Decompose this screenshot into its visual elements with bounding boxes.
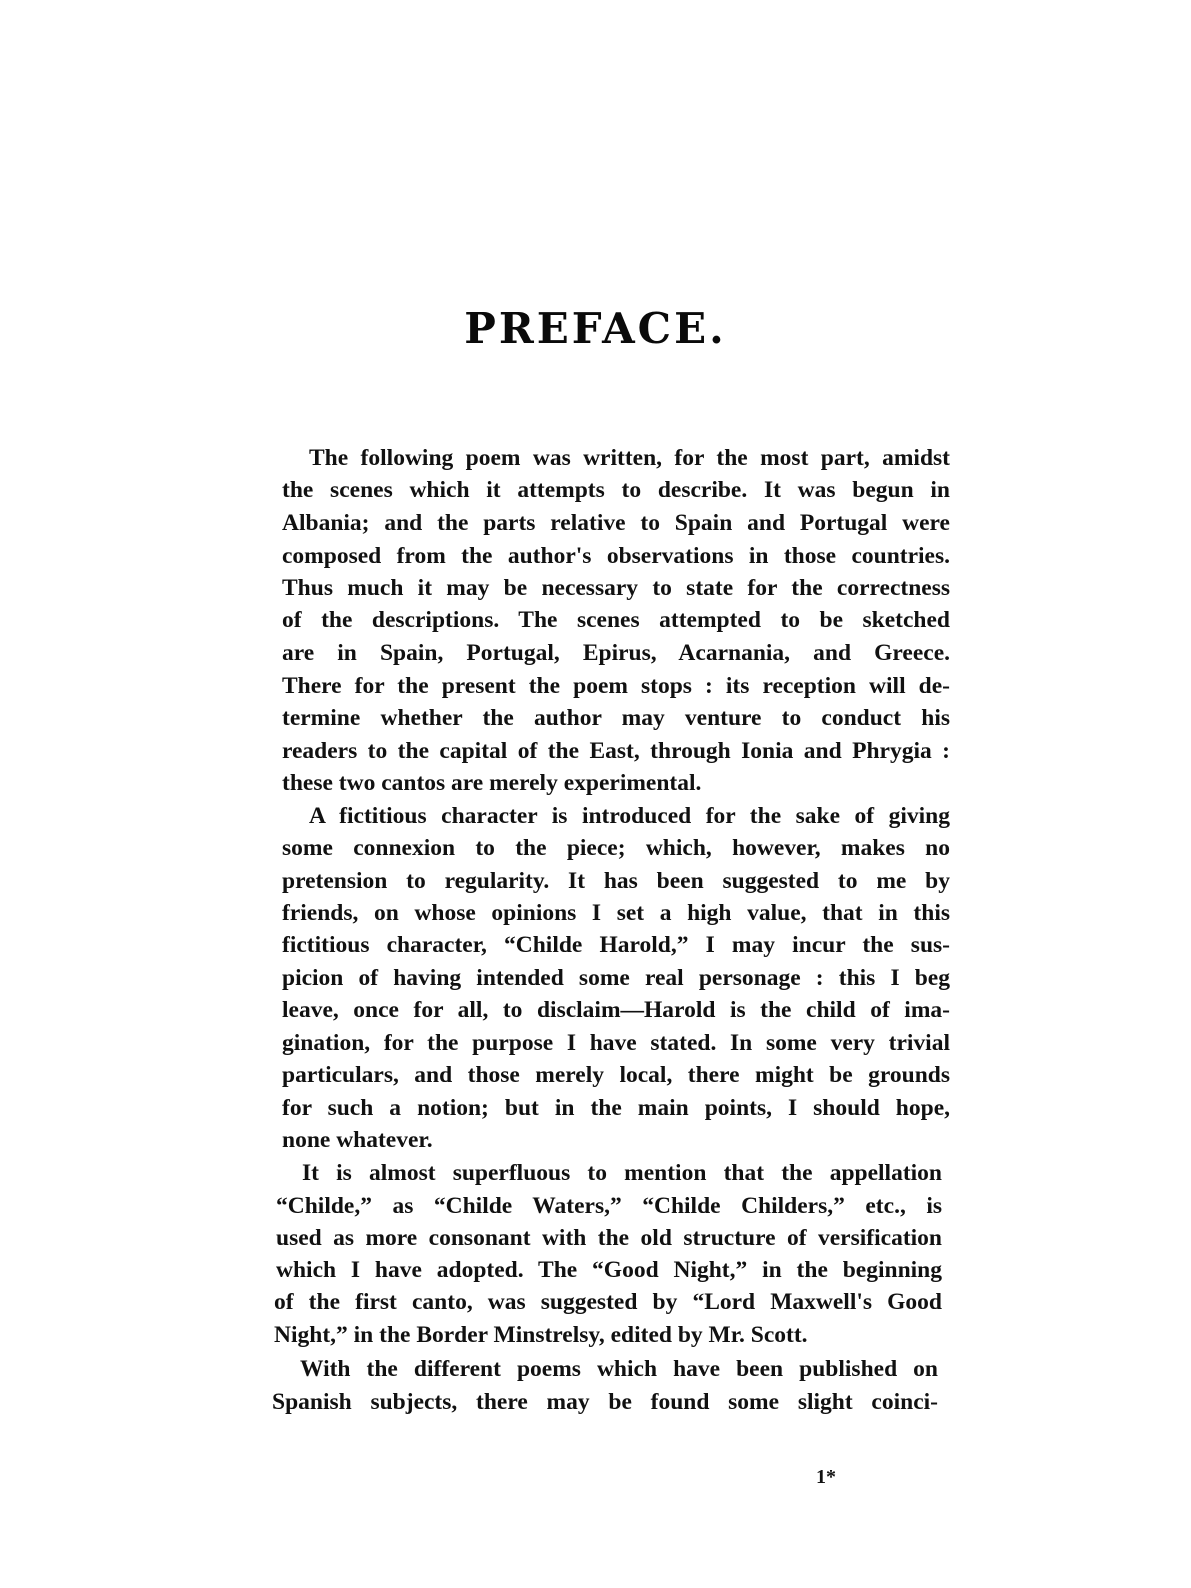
text-line: fictitious character, “Childe Harold,” I may incur the sus- xyxy=(282,932,950,958)
text-line: A fictitious character is introduced for the sake of giving xyxy=(309,803,950,829)
text-line: The following poem was written, for the most part, amidst xyxy=(309,445,950,471)
text-line: There for the present the poem stops : its reception will de- xyxy=(282,673,950,699)
text-line: of the descriptions. The scenes attempted to be sketched xyxy=(282,607,950,633)
text-line: some connexion to the piece; which, however, makes no xyxy=(282,835,950,861)
text-line: for such a notion; but in the main points, I should hope, xyxy=(282,1095,950,1121)
text-line: Thus much it may be necessary to state for the correctness xyxy=(282,575,950,601)
text-line: It is almost superfluous to mention that the appellation xyxy=(302,1160,942,1186)
text-line: Night,” in the Border Minstrelsy, edited by Mr. Scott. xyxy=(274,1322,808,1348)
text-line: Spanish subjects, there may be found some slight coinci- xyxy=(272,1389,938,1415)
text-line: gination, for the purpose I have stated. In some very trivial xyxy=(282,1030,950,1056)
text-line: composed from the author's observations in those countries. xyxy=(282,543,950,569)
text-line: particulars, and those merely local, there might be grounds xyxy=(282,1062,950,1088)
text-line: With the different poems which have been published on xyxy=(300,1356,938,1382)
text-line: which I have adopted. The “Good Night,” in the beginning xyxy=(276,1257,942,1283)
text-line: pretension to regularity. It has been suggested to me by xyxy=(282,868,950,894)
text-line: of the first canto, was suggested by “Lord Maxwell's Good xyxy=(274,1289,942,1315)
text-line: “Childe,” as “Childe Waters,” “Childe Childers,” etc., is xyxy=(276,1193,942,1219)
page-number: 1* xyxy=(816,1466,836,1488)
text-line: picion of having intended some real personage : this I beg xyxy=(282,965,950,991)
text-line: leave, once for all, to disclaim—Harold is the child of ima- xyxy=(282,997,950,1023)
text-line: these two cantos are merely experimental. xyxy=(282,770,702,796)
text-line: used as more consonant with the old structure of versification xyxy=(276,1225,942,1251)
text-line: none whatever. xyxy=(282,1127,433,1153)
text-line: friends, on whose opinions I set a high value, that in this xyxy=(282,900,950,926)
text-line: Albania; and the parts relative to Spain and Portugal were xyxy=(282,510,950,536)
text-line: termine whether the author may venture to conduct his xyxy=(282,705,950,731)
text-line: readers to the capital of the East, through Ionia and Phrygia : xyxy=(282,738,950,764)
text-line: the scenes which it attempts to describe. It was begun in xyxy=(282,477,950,503)
text-line: are in Spain, Portugal, Epirus, Acarnania, and Greece. xyxy=(282,640,950,666)
page-title: PREFACE. xyxy=(464,304,727,353)
